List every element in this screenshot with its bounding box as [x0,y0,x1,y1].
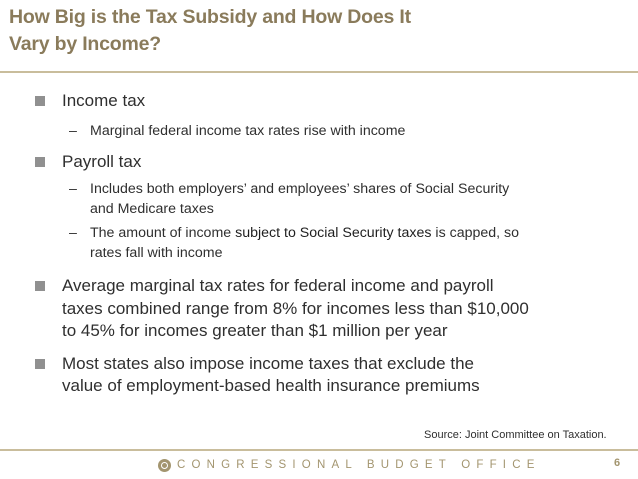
bullet-average-rates [35,275,615,343]
footer-org-name: CONGRESSIONAL BUDGET OFFICE [177,459,541,471]
sub-bullet-shares-line-1: Includes both employers’ and employees’ shares of Social Security [90,181,510,197]
bullet-states [35,353,615,398]
square-bullet-icon [35,96,45,106]
sub-bullet-capped-line-1 [90,223,615,243]
footer-divider [0,449,638,451]
bullet-payroll-tax-label: Payroll tax [62,151,142,171]
source-note: Source: Joint Committee on Taxation. [424,429,607,441]
slide-content [35,90,615,398]
sub-bullet-capped-line-2: rates fall with income [90,245,223,261]
bullet-payroll-tax [35,151,615,174]
sub-bullet-marginal-rates [35,121,615,141]
bullet-income-tax [35,90,615,113]
bullet-states-line-2: value of employment-based health insurance premiums [62,376,480,395]
footer [158,456,541,474]
bullet-income-tax-label: Income tax [62,91,146,110]
square-bullet-icon [35,281,45,291]
dash-bullet-icon: – [69,225,77,241]
slide-title [9,4,569,58]
social-security-taxes-link[interactable]: subject to Social Security taxes [235,225,432,241]
sub-bullet-shares-line-2: and Medicare taxes [90,201,214,217]
bullet-average-rates-line-2: taxes combined range from 8% for incomes less than $10,000 [62,298,529,318]
slide-title-line-1: How Big is the Tax Subsidy and How Does It [9,6,411,28]
sub-bullet-capped-pre: The amount of income [90,225,236,241]
square-bullet-icon [35,359,45,369]
slide-title-line-2: Vary by Income? [9,33,161,55]
sub-bullet-capped-post: is capped, so [431,225,520,241]
title-divider [0,71,638,73]
bullet-average-rates-line-3: to 45% for incomes greater than $1 million per year [62,321,448,340]
square-bullet-icon [35,157,45,167]
dash-bullet-icon: – [69,181,77,197]
bullet-states-line-1: Most states also impose income taxes that exclude the [62,353,474,373]
cbo-seal-icon [158,459,171,472]
dash-bullet-icon: – [69,122,77,139]
sub-bullet-marginal-rates-text: Marginal federal income tax rates rise with income [90,122,406,139]
sub-bullet-capped [35,223,615,263]
page-number: 6 [614,457,621,469]
sub-bullet-shares [35,179,615,219]
bullet-average-rates-line-1: Average marginal tax rates for federal income and payroll [62,276,494,295]
